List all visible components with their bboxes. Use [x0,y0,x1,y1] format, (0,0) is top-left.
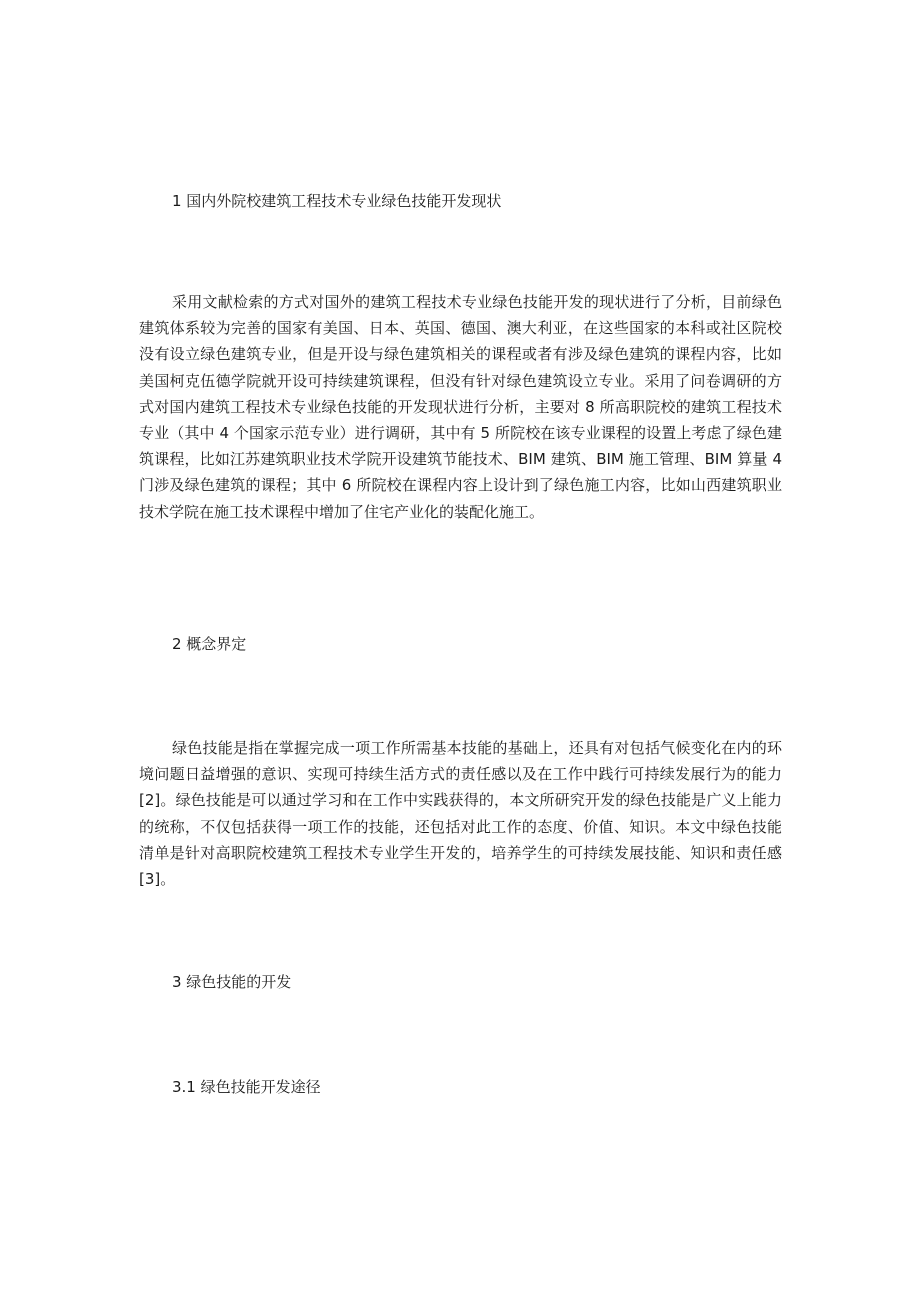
section-3-1-heading: 3.1 绿色技能开发途径 [172,1078,321,1096]
section-1-paragraph: 采用文献检索的方式对国外的建筑工程技术专业绿色技能开发的现状进行了分析，目前绿色建筑体系较为完善的国家有美国、日本、英国、德国、澳大利亚，在这些国家的本科或社区院校没有设立绿色建筑专业，但是开设与绿色建筑相关的课程或者有涉及绿色建筑的课程内容，比如美国柯克伍德学院就开设可持续建筑课程，但没有针对绿色建筑设立专业。采用了问卷调研的方式对国内建筑工程技术专业绿色技能的开发现状进行分析，主要对 8 所高职院校的建筑工程技术专业（其中 4 个国家示范专业）进行调研，其中有 5 所院校在该专业课程的设置上考虑了绿色建筑课程，比如江苏建筑职业技术学院开设建筑节能技术、BIM 建筑、BIM 施工管理、BIM 算量 4 门涉及绿色建筑的课程；其中 6 所院校在课程内容上设计到了绿色施工内容，比如山西建筑职业技术学院在施工技术课程中增加了住宅产业化的装配化施工。 [139,293,782,521]
section-2-heading: 2 概念界定 [172,635,247,653]
section-1-heading: 1 国内外院校建筑工程技术专业绿色技能开发现状 [172,192,502,210]
section-2-paragraph: 绿色技能是指在掌握完成一项工作所需基本技能的基础上，还具有对包括气候变化在内的环境问题日益增强的意识、实现可持续生活方式的责任感以及在工作中践行可持续发展行为的能力[2]。绿色技能是可以通过学习和在工作中实践获得的，本文所研究开发的绿色技能是广义上能力的统称，不仅包括获得一项工作的技能，还包括对此工作的态度、价值、知识。本文中绿色技能清单是针对高职院校建筑工程技术专业学生开发的，培养学生的可持续发展技能、知识和责任感[3]。 [139,739,782,889]
section-3-heading: 3 绿色技能的开发 [172,973,292,991]
